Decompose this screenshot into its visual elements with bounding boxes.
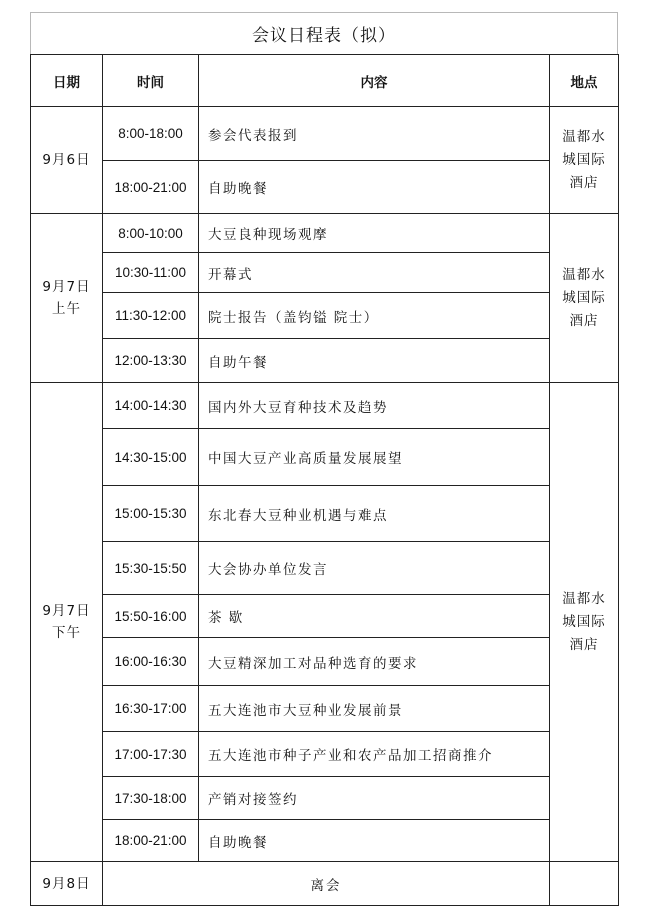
table-row xyxy=(31,638,619,686)
date-line: 下午 xyxy=(52,625,81,641)
date-line: 上午 xyxy=(52,301,81,317)
time-cell: 8:00-18:00 xyxy=(103,107,199,161)
date-cell xyxy=(31,383,103,862)
content-cell: 五大连池市种子产业和农产品加工招商推介 xyxy=(199,732,550,777)
content-cell: 开幕式 xyxy=(199,253,550,293)
venue-line: 城国际 xyxy=(562,151,606,168)
time-cell: 18:00-21:00 xyxy=(103,161,199,214)
time-cell: 10:30-11:00 xyxy=(103,253,199,293)
venue-line: 温都水 xyxy=(562,128,606,145)
table-row xyxy=(31,486,619,542)
venue-cell xyxy=(550,214,619,383)
time-cell: 15:30-15:50 xyxy=(103,542,199,595)
content-cell: 产销对接签约 xyxy=(199,777,550,820)
table-row xyxy=(31,777,619,820)
content-cell: 五大连池市大豆种业发展前景 xyxy=(199,686,550,732)
venue-cell xyxy=(550,107,619,214)
table-row xyxy=(31,339,619,383)
header-date: 日期 xyxy=(31,55,103,107)
time-cell: 18:00-21:00 xyxy=(103,820,199,862)
time-cell: 11:30-12:00 xyxy=(103,293,199,339)
time-cell: 14:30-15:00 xyxy=(103,429,199,486)
time-cell: 14:00-14:30 xyxy=(103,383,199,429)
content-cell: 茶 歇 xyxy=(199,595,550,638)
time-cell: 15:00-15:30 xyxy=(103,486,199,542)
table-row xyxy=(31,107,619,161)
venue-cell xyxy=(550,383,619,862)
table-row xyxy=(31,253,619,293)
time-cell: 17:00-17:30 xyxy=(103,732,199,777)
schedule-sheet xyxy=(30,12,618,906)
content-cell: 参会代表报到 xyxy=(199,107,550,161)
venue-line: 酒店 xyxy=(569,174,599,191)
table-row xyxy=(31,686,619,732)
content-cell: 院士报告（盖钧镒 院士） xyxy=(199,293,550,339)
departure-venue xyxy=(550,862,619,906)
date-cell xyxy=(31,107,103,214)
table-row xyxy=(31,383,619,429)
date-line: 9月6日 xyxy=(42,152,91,168)
date-line: 9月7日 xyxy=(42,279,91,295)
departure-row xyxy=(31,862,619,906)
venue-line: 城国际 xyxy=(562,289,606,306)
header-content: 内容 xyxy=(199,55,550,107)
schedule-title: 会议日程表（拟） xyxy=(30,12,618,54)
content-cell: 国内外大豆育种技术及趋势 xyxy=(199,383,550,429)
content-cell: 大豆精深加工对品种选育的要求 xyxy=(199,638,550,686)
venue-line: 酒店 xyxy=(569,636,599,653)
content-cell: 自助午餐 xyxy=(199,339,550,383)
table-row xyxy=(31,429,619,486)
time-cell: 8:00-10:00 xyxy=(103,214,199,253)
table-row xyxy=(31,820,619,862)
time-cell: 12:00-13:30 xyxy=(103,339,199,383)
time-cell: 17:30-18:00 xyxy=(103,777,199,820)
table-row xyxy=(31,293,619,339)
content-cell: 大豆良种现场观摩 xyxy=(199,214,550,253)
venue-line: 城国际 xyxy=(562,613,606,630)
header-venue: 地点 xyxy=(550,55,619,107)
venue-line: 温都水 xyxy=(562,590,606,607)
content-cell: 中国大豆产业高质量发展展望 xyxy=(199,429,550,486)
table-row xyxy=(31,214,619,253)
schedule-table xyxy=(30,54,619,906)
time-cell: 15:50-16:00 xyxy=(103,595,199,638)
time-cell: 16:30-17:00 xyxy=(103,686,199,732)
table-row xyxy=(31,542,619,595)
content-cell: 自助晚餐 xyxy=(199,820,550,862)
header-row xyxy=(31,55,619,107)
date-line: 9月7日 xyxy=(42,603,91,619)
time-cell: 16:00-16:30 xyxy=(103,638,199,686)
venue-line: 酒店 xyxy=(569,312,599,329)
table-row xyxy=(31,732,619,777)
departure-content: 离会 xyxy=(103,862,550,906)
content-cell: 大会协办单位发言 xyxy=(199,542,550,595)
table-row xyxy=(31,595,619,638)
venue-line: 温都水 xyxy=(562,266,606,283)
header-time: 时间 xyxy=(103,55,199,107)
content-cell: 东北春大豆种业机遇与难点 xyxy=(199,486,550,542)
table-row xyxy=(31,161,619,214)
date-cell xyxy=(31,214,103,383)
departure-date: 9月8日 xyxy=(31,862,103,906)
content-cell: 自助晚餐 xyxy=(199,161,550,214)
